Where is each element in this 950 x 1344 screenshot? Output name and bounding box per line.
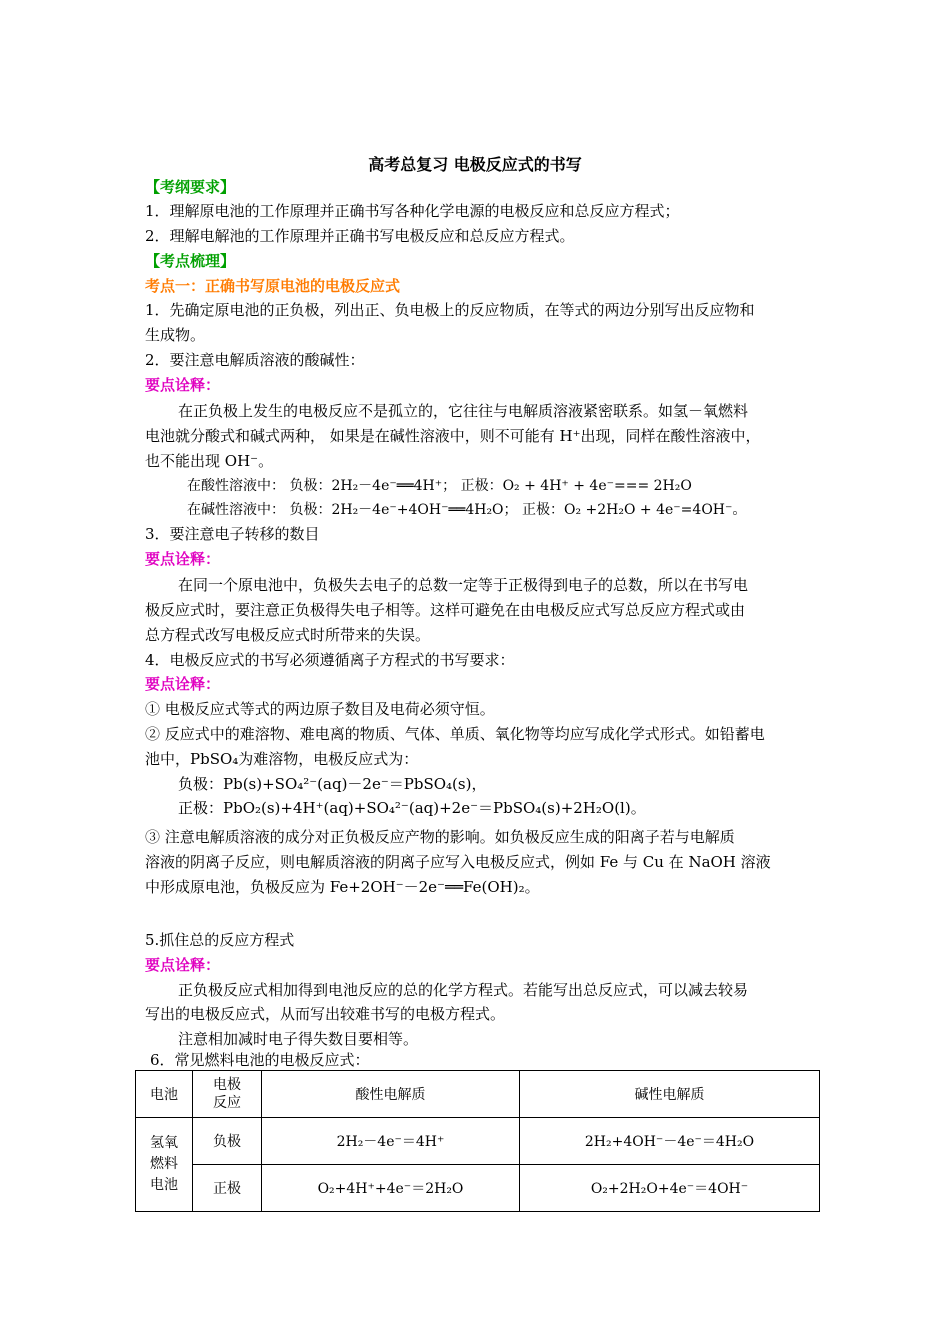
lead-negative-electrode: 负极：Pb(s)+SO₄²⁻(aq)－2e⁻＝PbSO₄(s)， xyxy=(178,775,487,793)
table-row xyxy=(136,1165,820,1212)
note-3-line-2: 极反应式时，要注意正负极得失电子相等。这样可避免在由电极反应式写总反应方程式或由 xyxy=(145,601,746,619)
cell-basic-positive: O₂+2H₂O+4e⁻＝4OH⁻ xyxy=(520,1165,820,1212)
condition-3-line-3: 中形成原电池，负极反应为 Fe+2OH⁻－2e⁻══Fe(OH)₂。 xyxy=(145,878,540,896)
note-2-line-1: 在正负极上发生的电极反应不是孤立的，它往往与电解质溶液紧密联系。如氢－氧燃料 xyxy=(178,402,749,420)
fuel-cell-table xyxy=(135,1070,820,1212)
cell-basic-negative: 2H₂+4OH⁻－4e⁻＝4H₂O xyxy=(520,1118,820,1165)
header-cell-acidic: 酸性电解质 xyxy=(262,1071,520,1118)
note-label: 要点诠释： xyxy=(145,675,221,693)
table-header-row xyxy=(136,1071,820,1118)
condition-2-line-1: ② 反应式中的难溶物、难电离的物质、气体、单质、氧化物等均应写成化学式形式。如铅蓄电 xyxy=(145,725,765,743)
cell-acidic-positive: O₂+4H⁺+4e⁻＝2H₂O xyxy=(262,1165,520,1212)
requirement-item-1: 1．理解原电池的工作原理并正确书写各种化学电源的电极反应和总反应方程式； xyxy=(145,202,680,220)
table-row xyxy=(136,1118,820,1165)
lead-positive-electrode: 正极：PbO₂(s)+4H⁺(aq)+SO₄²⁻(aq)+2e⁻＝PbSO₄(s)+2H₂O(l)。 xyxy=(178,799,646,817)
note-label: 要点诠释： xyxy=(145,376,221,394)
step-1-line-1: 1．先确定原电池的正负极，列出正、负电极上的反应物质，在等式的两边分别写出反应物和 xyxy=(145,301,755,319)
step-4: 4．电极反应式的书写必须遵循离子方程式的书写要求： xyxy=(145,651,515,669)
step-2: 2．要注意电解质溶液的酸碱性： xyxy=(145,351,365,369)
condition-2-line-2: 池中，PbSO₄为难溶物，电极反应式为： xyxy=(145,750,419,768)
base-electrode-reactions: 在碱性溶液中： 负极：2H₂－4e⁻+4OH⁻══4H₂O； 正极：O₂ +2H₂O + 4e⁻=4OH⁻。 xyxy=(187,502,747,518)
condition-3-line-2: 溶液的阴离子反应，则电解质溶液的阴离子应写入电极反应式，例如 Fe 与 Cu 在 NaOH 溶液 xyxy=(145,853,771,871)
page-title: 高考总复习 电极反应式的书写 xyxy=(368,155,582,174)
note-label: 要点诠释： xyxy=(145,550,221,568)
step-6: 6．常见燃料电池的电极反应式： xyxy=(150,1051,370,1069)
key-points-heading: 【考点梳理】 xyxy=(145,252,236,270)
note-3-line-1: 在同一个原电池中，负极失去电子的总数一定等于正极得到电子的总数，所以在书写电 xyxy=(178,576,749,594)
header-cell-electrode-reaction: 电极 反应 xyxy=(193,1071,262,1118)
step-1-line-2: 生成物。 xyxy=(145,326,206,344)
condition-1: ① 电极反应式等式的两边原子数目及电荷必须守恒。 xyxy=(145,700,495,718)
exam-requirements-heading: 【考纲要求】 xyxy=(145,178,236,196)
acid-electrode-reactions: 在酸性溶液中： 负极：2H₂－4e⁻══4H⁺； 正极：O₂ + 4H⁺ + 4e⁻=== 2H₂O xyxy=(187,478,692,494)
note-2-line-2: 电池就分酸式和碱式两种， 如果是在碱性溶液中，则不可能有 H⁺出现，同样在酸性溶液中， xyxy=(145,427,761,445)
cell-electrode-negative: 负极 xyxy=(193,1118,262,1165)
cell-acidic-negative: 2H₂－4e⁻＝4H⁺ xyxy=(262,1118,520,1165)
note-3-line-3: 总方程式改写电极反应式时所带来的失误。 xyxy=(145,626,431,644)
requirement-item-2: 2．理解电解池的工作原理并正确书写电极反应和总反应方程式。 xyxy=(145,227,575,245)
header-cell-battery: 电池 xyxy=(136,1071,193,1118)
header-cell-basic: 碱性电解质 xyxy=(520,1071,820,1118)
step-3: 3．要注意电子转移的数目 xyxy=(145,525,320,543)
condition-3-line-1: ③ 注意电解质溶液的成分对正负极反应产物的影响。如负极反应生成的阳离子若与电解质 xyxy=(145,828,735,846)
cell-electrode-positive: 正极 xyxy=(193,1165,262,1212)
cell-name-hydrogen-oxygen: 氢氧 燃料 电池 xyxy=(136,1118,193,1212)
note-2-line-3: 也不能出现 OH⁻。 xyxy=(145,452,274,470)
point-one-heading: 考点一：正确书写原电池的电极反应式 xyxy=(145,277,401,295)
note-5-line-2: 写出的电极反应式，从而写出较难书写的电极方程式。 xyxy=(145,1005,506,1023)
note-5-line-3: 注意相加减时电子得失数目要相等。 xyxy=(178,1030,419,1048)
note-5-line-1: 正负极反应式相加得到电池反应的总的化学方程式。若能写出总反应式，可以减去较易 xyxy=(178,981,749,999)
step-5: 5.抓住总的反应方程式 xyxy=(145,931,295,949)
note-label: 要点诠释： xyxy=(145,956,221,974)
